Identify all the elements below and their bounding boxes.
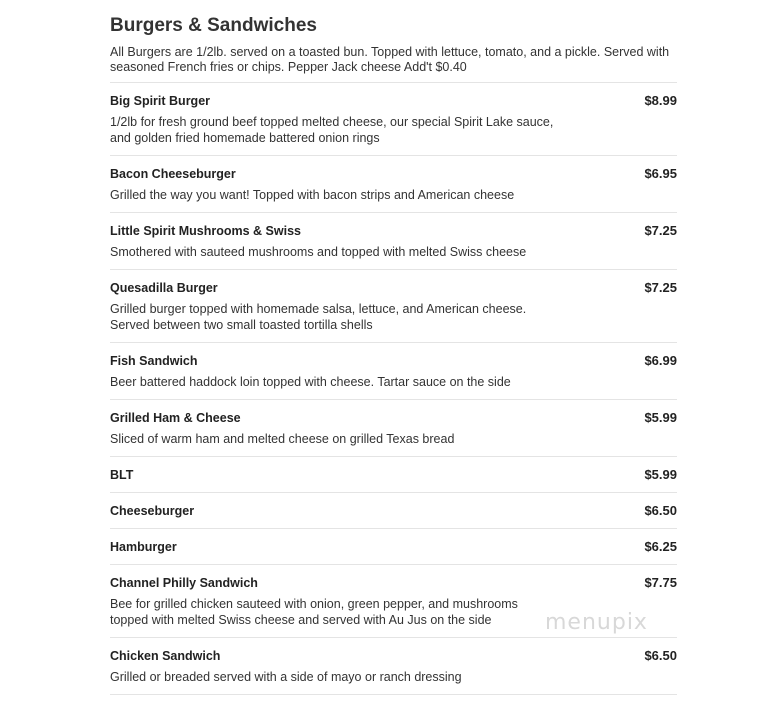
menu-item-header [110, 223, 677, 239]
menu-item-header [110, 353, 677, 369]
menu-item-name: Chicken Sandwich [110, 649, 221, 663]
menu-item-header [110, 575, 677, 591]
menu-item [110, 213, 677, 270]
menu-item-price: $7.75 [644, 575, 677, 590]
menu-item-name: Quesadilla Burger [110, 281, 218, 295]
menu-item-description [110, 114, 570, 146]
menu-item-header [110, 280, 677, 296]
menu-item-header [110, 410, 677, 426]
menu-item-name: Grilled Ham & Cheese [110, 411, 241, 425]
menu-item-header [110, 648, 677, 664]
description-line: topped with melted Swiss cheese and served with Au Jus on the side [110, 613, 492, 627]
menu-item-price: $6.50 [644, 503, 677, 518]
menu-item-name: Bacon Cheeseburger [110, 167, 236, 181]
menu-item-list [110, 83, 677, 695]
watermark-logo: menupix [545, 610, 648, 635]
menu-item-description [110, 431, 570, 447]
menu-item-name: BLT [110, 468, 134, 482]
menu-section [110, 14, 677, 695]
description-line: Beer battered haddock loin topped with cheese. Tartar sauce on the side [110, 375, 511, 389]
description-line: Smothered with sauteed mushrooms and topped with melted Swiss cheese [110, 245, 527, 259]
description-line: Served between two small toasted tortilla shells [110, 318, 373, 332]
menu-item-description [110, 187, 570, 203]
description-line: Grilled burger topped with homemade salsa, lettuce, and American cheese. [110, 302, 527, 316]
description-line: Grilled the way you want! Topped with bacon strips and American cheese [110, 188, 515, 202]
menu-item-description [110, 669, 570, 685]
menu-item-name: Channel Philly Sandwich [110, 576, 258, 590]
menu-item-price: $6.25 [644, 539, 677, 554]
menu-item-header [110, 539, 677, 555]
menu-item-price: $7.25 [644, 280, 677, 295]
description-line: and golden fried homemade battered onion rings [110, 131, 380, 145]
description-line: Grilled or breaded served with a side of mayo or ranch dressing [110, 670, 462, 684]
menu-item-header [110, 503, 677, 519]
menu-item-price: $5.99 [644, 467, 677, 482]
menu-item [110, 457, 677, 493]
menu-item-description [110, 301, 570, 333]
menu-item [110, 638, 677, 695]
menu-item-price: $6.95 [644, 166, 677, 181]
menu-item-name: Cheeseburger [110, 504, 195, 518]
menu-item [110, 156, 677, 213]
menu-item-name: Hamburger [110, 540, 177, 554]
menu-item [110, 270, 677, 343]
description-line: Bee for grilled chicken sauteed with onion, green pepper, and mushrooms [110, 597, 518, 611]
menu-item-price: $5.99 [644, 410, 677, 425]
menu-item [110, 83, 677, 156]
description-line: Sliced of warm ham and melted cheese on grilled Texas bread [110, 432, 455, 446]
menu-item-price: $6.50 [644, 648, 677, 663]
menu-item-name: Fish Sandwich [110, 354, 198, 368]
menu-item-header [110, 93, 677, 109]
menu-item [110, 400, 677, 457]
menu-item-name: Big Spirit Burger [110, 94, 211, 108]
menu-item-name: Little Spirit Mushrooms & Swiss [110, 224, 301, 238]
menu-item-header [110, 166, 677, 182]
menu-item-price: $6.99 [644, 353, 677, 368]
menu-item-description [110, 596, 570, 628]
menu-item-description [110, 374, 570, 390]
section-title: Burgers & Sandwiches [110, 15, 317, 36]
menu-item-price: $8.99 [644, 93, 677, 108]
menu-item-price: $7.25 [644, 223, 677, 238]
description-line: 1/2lb for fresh ground beef topped melted cheese, our special Spirit Lake sauce, [110, 115, 554, 129]
menu-item [110, 493, 677, 529]
menu-item [110, 529, 677, 565]
menu-item-description [110, 244, 570, 260]
menu-item [110, 343, 677, 400]
section-intro: All Burgers are 1/2lb. served on a toasted bun. Topped with lettuce, tomato, and a pickle. Served with seasoned French fries or chips. Pepper Jack cheese Add't $0.40 [110, 45, 677, 83]
menu-item-header [110, 467, 677, 483]
